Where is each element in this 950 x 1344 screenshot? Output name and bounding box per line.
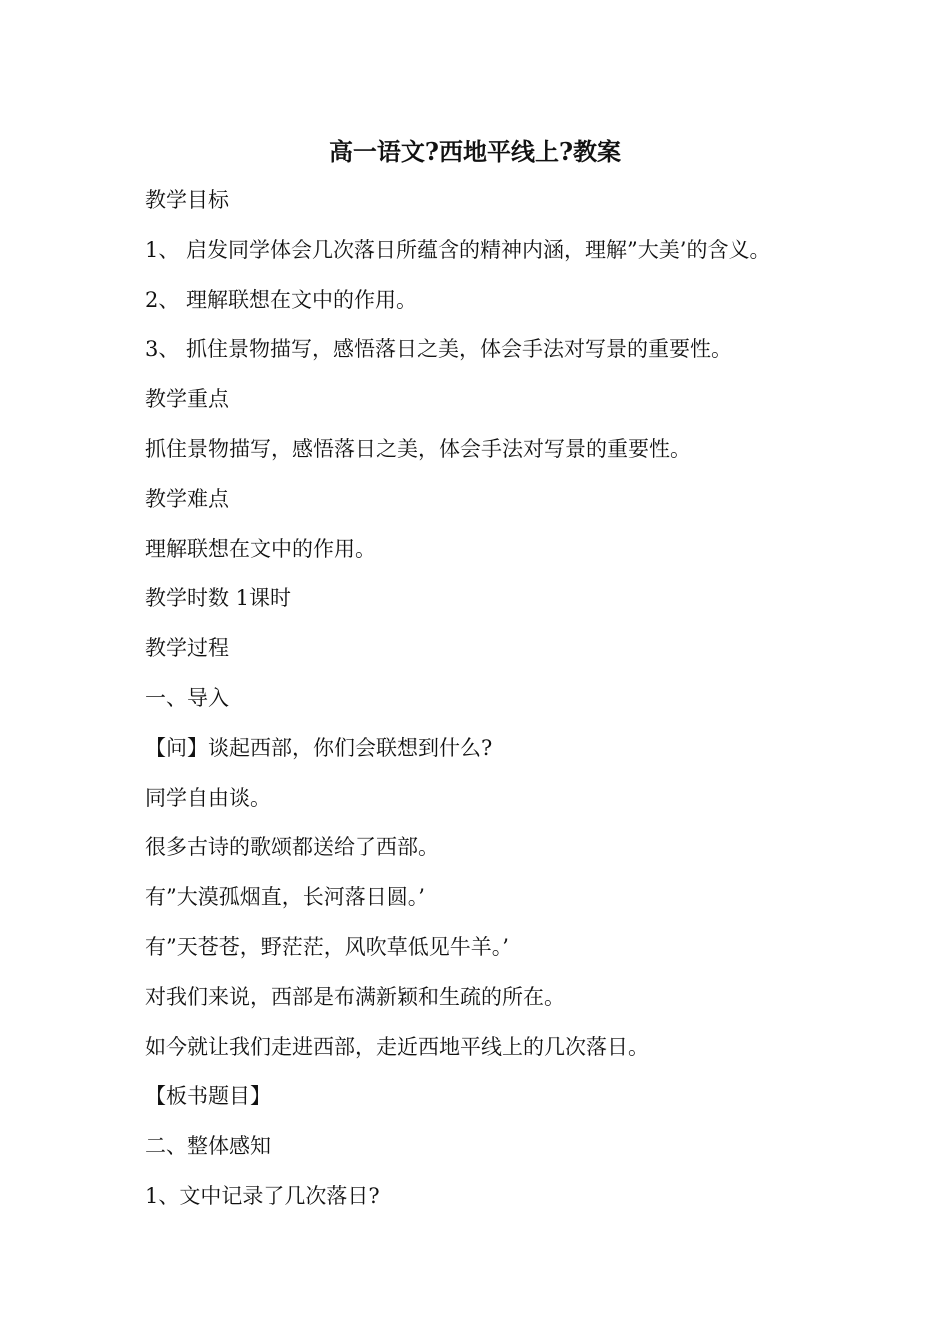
question-text: 【问】谈起西部，你们会联想到什么? xyxy=(145,735,493,760)
section-heading-process: 教学过程 xyxy=(145,636,229,661)
document-body xyxy=(145,182,925,1228)
difficulties-text: 理解联想在文中的作用。 xyxy=(145,536,376,561)
step-heading-introduction: 一、导入 xyxy=(145,685,229,710)
step-heading-overall-perception: 二、整体感知 xyxy=(145,1134,271,1159)
poem-quote-line: 有”大漠孤烟直，长河落日圆。’ xyxy=(145,885,425,910)
objective-item-2: 2、 理解联想在文中的作用。 xyxy=(145,287,418,312)
paragraph-line: 同学自由谈。 xyxy=(145,785,271,810)
paragraph-line: 对我们来说，西部是布满新颖和生疏的所在。 xyxy=(145,984,565,1009)
objective-item-1: 1、 启发同学体会几次落日所蕴含的精神内涵，理解”大美’的含义。 xyxy=(145,237,771,262)
question-item-1: 1、文中记录了几次落日? xyxy=(145,1183,380,1208)
class-hours-text: 教学时数 1课时 xyxy=(145,586,292,611)
board-title-note: 【板书题目】 xyxy=(145,1084,271,1109)
document-title: 高一语文?西地平线上?教案 xyxy=(328,137,622,166)
section-heading-key-points: 教学重点 xyxy=(145,387,229,412)
objective-item-3: 3、 抓住景物描写，感悟落日之美，体会手法对写景的重要性。 xyxy=(145,337,733,362)
paragraph-line: 很多古诗的歌颂都送给了西部。 xyxy=(145,835,439,860)
poem-quote-line: 有”天苍苍，野茫茫，风吹草低见牛羊。’ xyxy=(145,934,509,959)
section-heading-objectives: 教学目标 xyxy=(145,188,229,212)
key-points-text: 抓住景物描写，感悟落日之美，体会手法对写景的重要性。 xyxy=(145,436,691,461)
paragraph-line: 如今就让我们走进西部，走近西地平线上的几次落日。 xyxy=(145,1034,649,1059)
section-heading-difficulties: 教学难点 xyxy=(145,486,229,511)
